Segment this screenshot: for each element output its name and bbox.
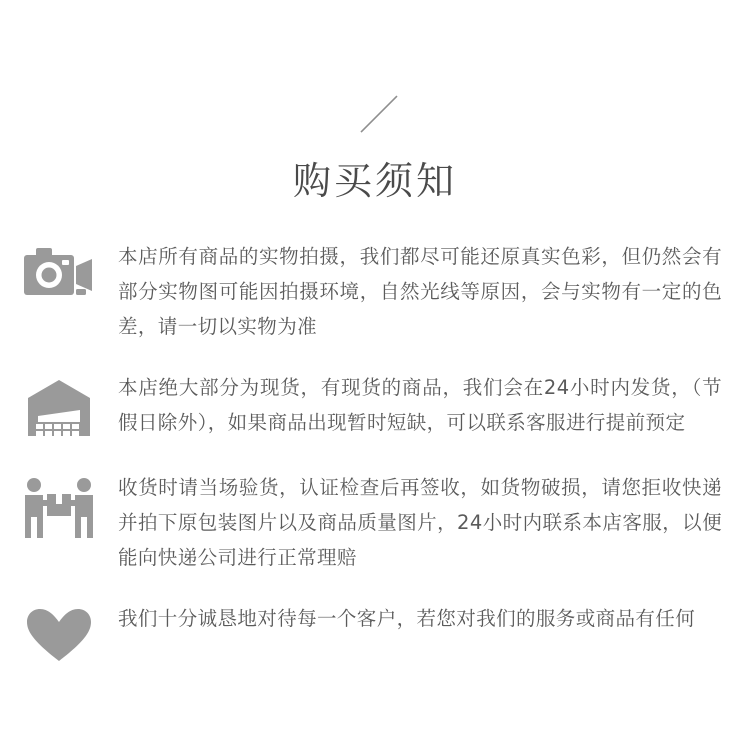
list-item	[0, 370, 744, 444]
notice-text: 本店所有商品的实物拍摄，我们都尽可能还原真实色彩，但仍然会有部分实物图可能因拍摄环境，自然光线等原因，会与实物有一定的色差，请一切以实物为准	[118, 245, 722, 338]
warehouse-icon	[24, 376, 94, 444]
delivery-handover-icon	[22, 476, 96, 544]
page-header	[0, 0, 750, 205]
notice-list	[0, 239, 750, 667]
heart-hands-icon	[23, 607, 95, 667]
page-title: 购买须知	[292, 159, 457, 203]
notice-text: 我们十分诚恳地对待每一个客户，若您对我们的服务或商品有任何	[118, 607, 696, 630]
list-item	[0, 239, 744, 344]
camera-icon	[22, 245, 96, 309]
icon-cell	[0, 470, 118, 544]
list-item	[0, 601, 744, 667]
notice-text: 本店绝大部分为现货，有现货的商品，我们会在24小时内发货，（节假日除外），如果商品出现暂时短缺，可以联系客服进行提前预定	[118, 376, 722, 434]
icon-cell	[0, 601, 118, 667]
slash-decoration-icon: ／	[359, 93, 399, 139]
icon-cell	[0, 370, 118, 444]
list-item	[0, 470, 744, 575]
notice-text: 收货时请当场验货，认证检查后再签收，如货物破损，请您拒收快递并拍下原包装图片以及商品质量图片，24小时内联系本店客服，以便能向快递公司进行正常理赔	[118, 476, 722, 569]
icon-cell	[0, 239, 118, 309]
